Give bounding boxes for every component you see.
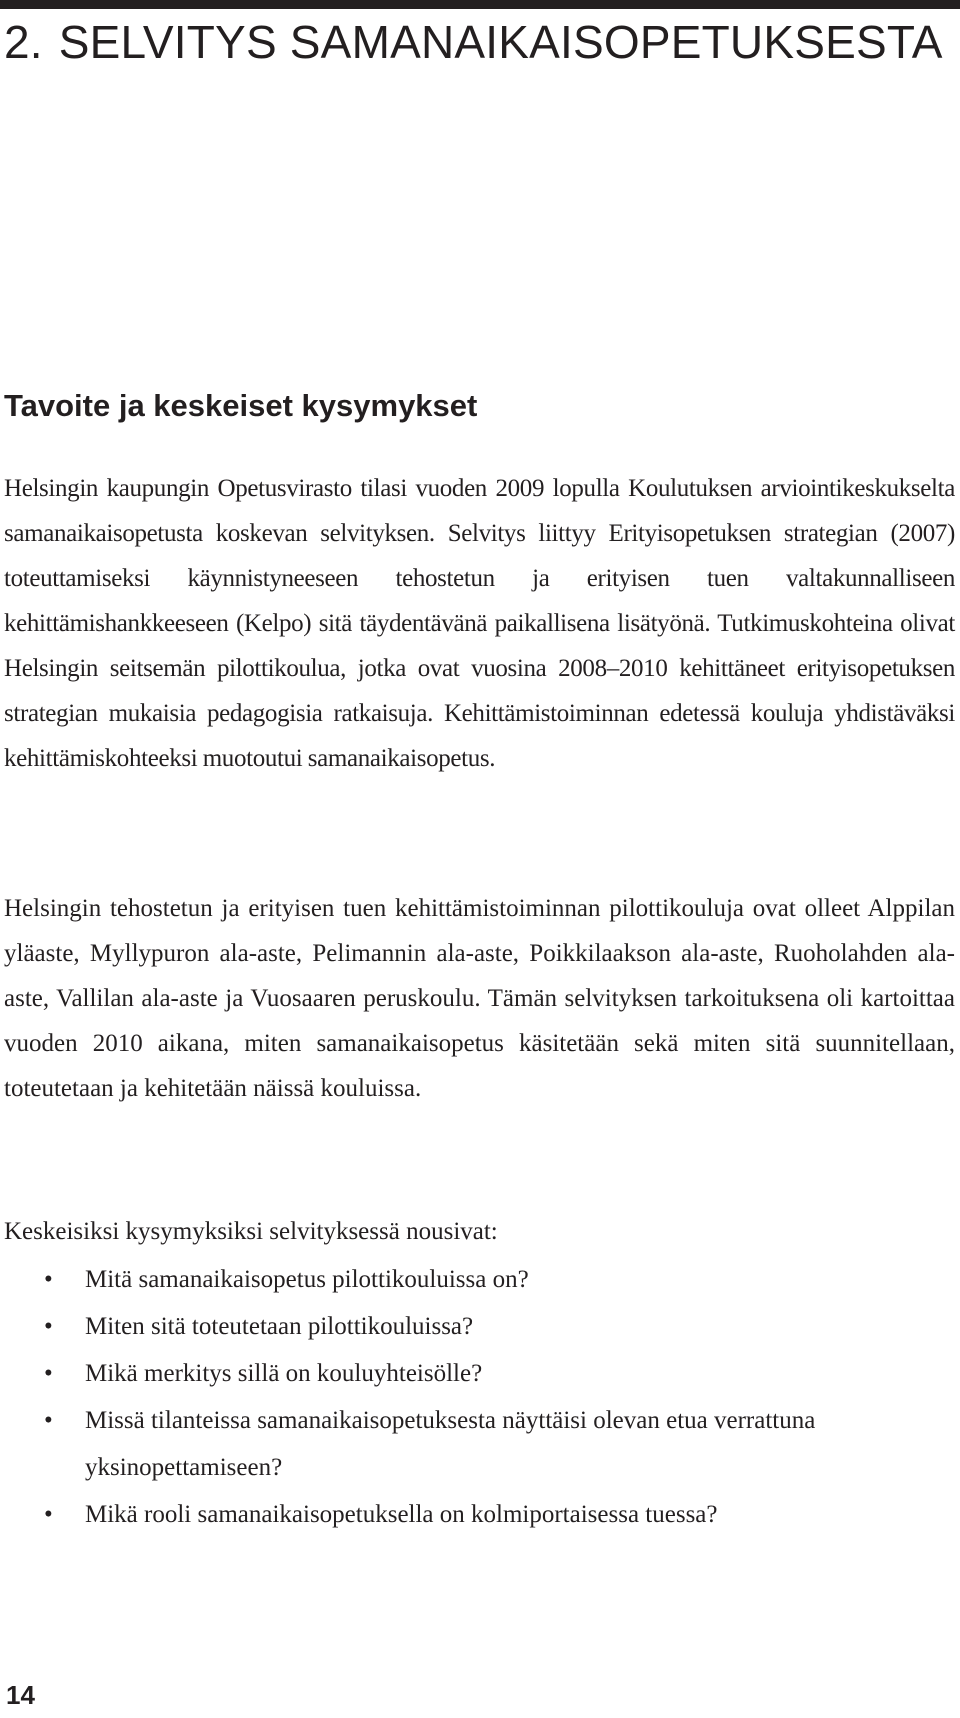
bullet-icon: •: [44, 1360, 53, 1387]
bullet-icon: •: [44, 1266, 53, 1293]
list-item: [4, 1350, 955, 1397]
list-item-text: Missä tilanteissa samanaikaisopetuksesta näyttäisi olevan etua verrattuna yksinopettamiseen?: [85, 1407, 816, 1481]
question-list: [4, 1256, 955, 1538]
list-item: [4, 1491, 955, 1538]
top-rule: [0, 0, 960, 9]
chapter-title-text: SELVITYS SAMANAIKAISOPETUKSESTA: [58, 16, 943, 68]
section-heading: Tavoite ja keskeiset kysymykset: [4, 388, 478, 423]
list-item-text: Miten sitä toteutetaan pilottikouluissa?: [85, 1313, 474, 1340]
paragraph-block-3: [4, 1209, 955, 1254]
page-number: 14: [6, 1680, 35, 1710]
list-item-text: Mikä rooli samanaikaisopetuksella on kolmiportaisessa tuessa?: [85, 1501, 718, 1528]
list-item-text: Mitä samanaikaisopetus pilottikouluissa on?: [85, 1266, 529, 1293]
paragraph: Helsingin tehostetun ja erityisen tuen kehittämistoiminnan pilottikouluja ovat olleet Alppilan yläaste, Myllypuron ala-aste, Pelimannin ala-aste, Poikkilaakson ala-aste, Ruoholahden ala-aste, Vallilan ala-aste ja Vuosaaren peruskoulu. Tämän selvityksen tarkoituksena oli kartoittaa vuoden 2010 aikana, miten samanaikaisopetus käsitetään sekä miten sitä suunnitellaan, toteutetaan ja kehitetään näissä kouluissa.: [4, 895, 955, 1102]
list-item-text: Mikä merkitys sillä on kouluyhteisölle?: [85, 1360, 483, 1387]
paragraph: Helsingin kaupungin Opetusvirasto tilasi vuoden 2009 lopulla Koulutuksen arviointikeskukselta samanaikaisopetusta koskevan selvityksen. Selvitys liittyy Erityisopetuksen strategian (2007) toteuttamiseksi käynnistyneeseen tehostetun ja erityisen tuen valtakunnalliseen kehittämishankkeeseen (Kelpo) sitä täydentävänä paikallisena lisätyönä. Tutkimuskohteina olivat Helsingin seitsemän pilottikoulua, jotka ovat vuosina 2008–2010 kehittäneet erityisopetuksen strategian mukaisia pedagogisia ratkaisuja. Kehittämistoiminnan edetessä kouluja yhdistäväksi kehittämiskohteeksi muotoutui samanaikaisopetus.: [4, 475, 955, 772]
bullet-icon: •: [44, 1407, 53, 1434]
paragraph-block-2: [4, 886, 955, 1111]
list-item: [4, 1397, 955, 1491]
bullet-icon: •: [44, 1313, 53, 1340]
list-item: [4, 1256, 955, 1303]
chapter-number: 2.: [4, 16, 43, 68]
chapter-title: [4, 14, 943, 70]
list-intro: Keskeisiksi kysymyksiksi selvityksessä nousivat:: [4, 1218, 498, 1245]
bullet-icon: •: [44, 1501, 53, 1528]
paragraph-block-1: [4, 466, 955, 781]
list-item: [4, 1303, 955, 1350]
